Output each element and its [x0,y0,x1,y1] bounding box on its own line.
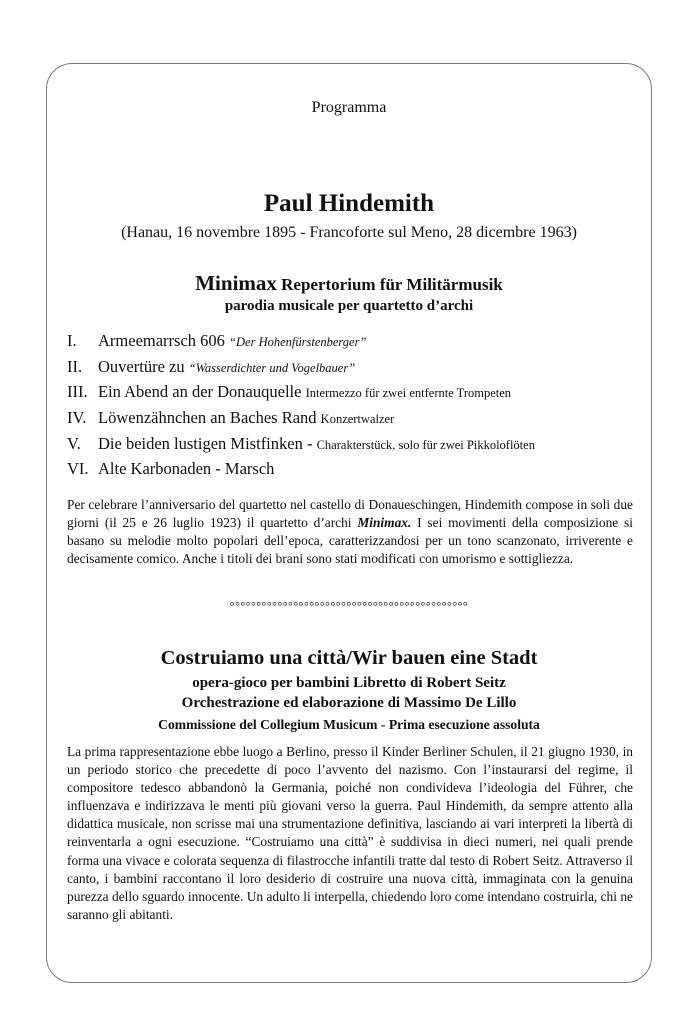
programma-heading: Programma [311,99,387,116]
work2-title: Costruiamo una città/Wir bauen eine Stadt [160,647,538,669]
movement-description: Charakterstück, solo für zwei Pikkoloflöten [316,437,535,452]
movement-description: “Wasserdichter und Vogelbauer” [188,360,356,375]
composer-lifespan: (Hanau, 16 novembre 1895 - Francoforte sul Meno, 28 dicembre 1963) [121,224,577,241]
movement-number: II. [67,356,83,376]
work2-description: La prima rappresentazione ebbe luogo a Berlino, presso il Kinder Berliner Schulen, il 21 giugno 1930, in un periodo storico che precedette di poco l’avvento del nazismo. Con l’instaurarsi del regime, il compositore tedesco abbandonò la Germania, poiché non condivideva l’ideologia del Führer, che influenzava e indirizzava le menti più giovani verso la guerra. Paul Hindemith, da sempre attento alla didattica musicale, non scrisse mai una strumentazione definitiva, lasciando ai vari interpreti la libertà di reinventarla a ogni esecuzione. “Costruiamo una città” è suddivisa in dieci numeri, nei quali prende forma una vivace e colorata sequenza di filastrocche infantili tratte dal testo di Robert Seitz. Attraverso il canto, i bambini raccontano il loro desiderio di costruire una nuova città, immaginata con la genuina purezza dello sguardo innocente. Un adulto li interpella, chiedendo loro come intendano costruirla, chi ne saranno gli abitanti. [67,744,633,922]
movement-number: IV. [67,408,87,428]
movement-title: Alte Karbonaden - Marsch [98,459,275,479]
movement-title: Ein Abend an der Donauquelle [98,382,306,402]
movement-item [67,330,627,356]
work1-description-after: I sei movimenti della composizione si basano su melodie molto popolari dell’epoca, caratterizzandosi per un tono scanzonato, irriverente e decisamente comico. Anche i titoli dei brani sono stati modificati con umorismo e sottigliezza. [67,515,633,567]
work1-title [0,271,698,296]
movement-number: III. [67,382,88,402]
movement-title: Die beiden lustigen Mistfinken - [98,433,317,453]
movement-item [67,381,627,407]
movement-description: Intermezzo für zwei entfernte Trompeten [305,386,512,401]
work1-description [67,496,633,568]
work2-subtitle-commission: Commissione del Collegium Musicum - Prima esecuzione assoluta [158,717,540,732]
movement-item [67,407,627,433]
work1-subtitle: parodia musicale per quartetto d’archi [224,298,474,314]
composer-name: Paul Hindemith [263,190,435,217]
movement-item [67,356,627,382]
work1-description-emphasis: Minimax. [357,515,412,531]
movement-description: Konzertwalzer [320,412,395,427]
movement-number: I. [67,331,77,350]
movement-title: Löwenzähnchen an Baches Rand [98,408,321,428]
separator-dots: °°°°°°°°°°°°°°°°°°°°°°°°°°°°°°°°°°°°°°°°°°°°° [229,599,469,613]
work2-subtitle-libretto: opera-gioco per bambini Libretto di Robert Seitz [192,675,506,691]
movement-number: VI. [67,459,89,479]
work2-subtitle-orchestration: Orchestrazione ed elaborazione di Massimo De Lillo [181,695,517,711]
work1-description-before: Per celebrare l’anniversario del quartetto nel castello di Donaueschingen, Hindemith compose in soli due giorni (il 25 e 26 luglio 1923) il quartetto d’archi [67,497,633,531]
movement-item [67,433,627,459]
work1-title-name: Minimax [195,271,277,295]
movement-title: Ouvertüre zu [98,356,189,376]
movement-number: V. [67,433,81,453]
movement-title: Armeemarrsch 606 [98,331,230,350]
movement-item [67,458,627,484]
work1-title-rest: Repertorium für Militärmusik [276,275,503,294]
section-separator [0,599,698,614]
movement-list [67,330,627,484]
movement-description: “Der Hohenfürstenberger” [229,335,367,349]
